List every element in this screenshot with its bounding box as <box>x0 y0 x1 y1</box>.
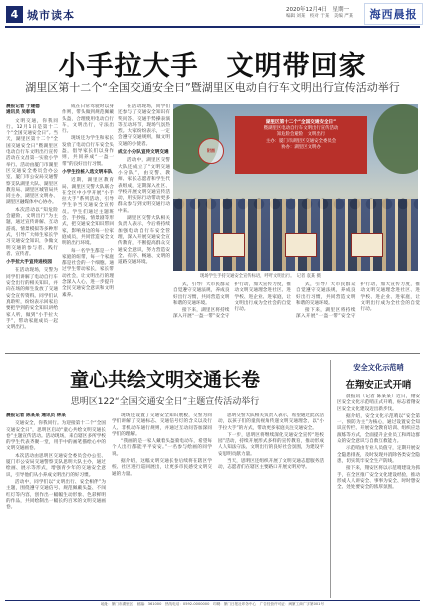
section-title: 城市读本 <box>27 9 75 22</box>
paragraph: 活动中，同学们以“文明出行、安全相伴”为主题，围绕遵守交通信号、规范佩戴头盔、不闯红灯等内容，创作出一幅幅生动形象、色彩鲜明的作品，共同绘制出一幅长约百米的文明交通画卷。 <box>6 479 106 511</box>
story-divider <box>5 353 420 354</box>
photo-seal: 附图 <box>198 138 224 164</box>
sidebar-paras <box>337 394 420 491</box>
main-column-1 <box>6 104 58 348</box>
main-headline: 小手拉大手 文明带回家 <box>58 51 367 82</box>
main-col2-paras <box>62 104 114 168</box>
paragraph: 交通安全，你我同行。为迎接第十二个“全国交通安全日”，思明区启动“童心共绘文明交通长卷”主题宣传活动。活动现场，来自辖区多所学校的学生代表齐聚一堂，用手中的画笔描绘心中的文明交通画卷。 <box>6 421 106 452</box>
main-column-2 <box>62 104 114 348</box>
paragraph: 湖里区交警大队相关负责人表示，今后将持续加强电动自行车安全管理，深入开展交通安全宣传教育，不断提高群众交通安全意识，努力营造安全、有序、畅通、文明的道路交通环境。 <box>118 216 170 266</box>
paragraph: 接下来，翔安区将以示范哨建设为抓手，在全区推广安全文化建设经验，推动形成人人讲安全、事事为安全、时时想安全、处处要安全的浓厚氛围。 <box>337 466 420 491</box>
photo-sign <box>213 233 245 257</box>
paragraph: 近期，湖里区教育局、湖里区交警大队联合在全区中小学开展“小手拉大手”系列活动，引导学生争当交通安全宣传员。学生们通过主题班会、手抄报、情景剧等形式，把交通安全知识带回家，影响身边的每一位家庭成员，共同营造安全文明的出行环境。 <box>62 178 114 247</box>
paragraph: 据介绍，这幅文明交通长卷后续将在辖区学校、社区进行巡回展出，让更多市民感受文明交通的力量。 <box>112 459 212 477</box>
second-byline: 晨报记者 陈某某 通讯员 林某 <box>6 413 66 418</box>
paragraph: 活动中，湖里区交警大队还成立了“文明交通小分队”，由交警、教师、家长志愿者和学生代表组成，定期深入社区、学校开展文明交通宣传活动，用实际行动带动更多群众参与到文明交通行动中来。 <box>118 158 170 214</box>
paragraph: 式，引导广大市民群众自觉遵守交通法规，养成良好出行习惯，共同营造文明和谐的交通环境。 <box>173 282 230 306</box>
photo-sign <box>351 233 383 257</box>
editor-credits: 编辑 刘某 校对 于某 美编 严某 <box>286 14 354 19</box>
photo-caption: 现场学生手持交通安全宣传标语，呼吁文明出行。 记者 袁某 摄 <box>200 274 321 279</box>
paragraph: 据介绍，安全文化示范哨以“安全第一、预防为主”为核心，通过设置安全知识宣传栏、开展安全教育培训、组织应急演练等方式，全面提升企业员工和周边群众的安全意识与自救互救能力。 <box>337 413 420 445</box>
main-column-5 <box>296 282 420 350</box>
main-col2b-paras <box>62 178 114 299</box>
main-subhead: 湖里区第十二个“全国交通安全日”暨湖里区电动自行车文明出行宣传活动举行 <box>25 81 400 94</box>
paragraph: 成在日常驾驶时以身作则，带头做到规范佩戴头盔，合理使用电动自行车，文明出行，守法出行。 <box>62 104 114 135</box>
paragraph: 下一步，思明区将继续深化交通安全宣传“进校园”活动，持续开展形式多样的宣传教育，推动形成人人知法守法、文明出行的良好社会氛围，为建设平安思明贡献力量。 <box>218 432 324 457</box>
sidebar-title: 安全文化示范哨 <box>353 363 404 372</box>
paragraph: 现场还设置了交通安全知识展板，交警为同学们讲解了交通标志、交通信号灯的含义以及行人、非机动车通行规则，并通过互动问答加深同学们的理解。 <box>112 413 212 437</box>
paragraph: 在活动现场，同学们还参与了交通安全知识有奖问答、交通手势操表演等互动环节，现场气氛热烈。大家纷纷表示，一定会遵守交通规则，做文明交通的小使者。 <box>118 104 170 147</box>
second-col2-paras <box>112 413 212 478</box>
paragraph: 思明交警大队相关负责人表示，希望通过此次活动，以孩子们的童真视角传递文明交通理念，以“小手拉大手”的方式，带动更多家庭关注交通安全。 <box>218 413 324 431</box>
paragraph: 协办：湖里区文明办 <box>281 144 321 150</box>
sidebar-subtitle: 在翔安正式开哨 <box>345 380 412 391</box>
sidebar-rule <box>330 360 331 598</box>
main-col3-continued <box>173 282 291 321</box>
paragraph: 本次活动以“知危险会避险，文明出行”为主题，通过宣传讲解、互动游戏、情景模拟等多种形式，引导广大师生家长学习交通安全知识，争做文明交通的参与者、践行者、宣传者。 <box>6 207 58 257</box>
paragraph: 知危险会避险 文明出行 <box>276 132 326 138</box>
photo-banner-lines <box>240 126 362 151</box>
main-col3-subhead: 成立小分队宣传文明交通 <box>118 150 169 156</box>
paragraph: 接下来，湖里区将持续深入开展“一盔一带”安全守护行动，加大宣传力度，推动文明交通理念进社区、进学校、进企业、进家庭，让文明出行成为全社会的自觉行动。 <box>173 282 291 320</box>
main-column-3 <box>118 104 170 348</box>
sidebar-body <box>337 394 420 597</box>
page-header <box>0 0 425 30</box>
main-col3b-paras <box>118 158 170 266</box>
main-col1-paras <box>6 119 58 259</box>
paragraph: 主办：厦门市湖里区交通安全委员会 <box>265 138 337 144</box>
paragraph: 文明交通，你我同行。12月1日是第十二个“全国交通安全日”。当天，湖里区第十二个“全国交通安全日”暨湖里区电动自行车文明出行宣传活动在文昌第一实验小学举行。活动由厦门市湖里区交通安全委员会办公室、厦门市公安局交通警察支队湖里大队、湖里区教育局、湖里区城管局共同主办，湖里区文明办、湖里区融媒体中心协办。 <box>6 118 58 206</box>
second-column-3 <box>218 413 324 597</box>
page-number: 4 <box>6 6 23 23</box>
second-col1-paras <box>6 421 106 511</box>
issue-date: 2020年12月4日 星期一 <box>286 7 349 13</box>
paragraph: 暨湖里区电动自行车文明出行宣传活动 <box>263 126 339 132</box>
photo-banner <box>235 116 367 174</box>
logo-text: 海西晨报 <box>369 8 418 21</box>
newspaper-logo <box>364 3 423 25</box>
paragraph: 晨报讯（记者 陈某某）近日，翔安区安全文化示范哨正式开哨，标志着翔安区安全文化建设迈出新步伐。 <box>337 394 420 412</box>
paragraph: 本次活动由思明区交通安全委员会办公室、厦门市公安局交通警察支队思明大队主办，通过绘画、展示等形式，增强青少年的交通安全意识，引导他们从小养成文明出行的好习惯。 <box>6 453 106 478</box>
paragraph: 每一名学生都是一个家庭的纽带，每一个家庭都是社会的一个细胞。通过学生带动家长，家长带动社会，让文明出行的理念深入人心，进一步提升全民交通安全意识和文明素养。 <box>62 248 114 298</box>
paragraph: “我画的是一家人戴着头盔骑电动车，希望每个人出行都能平平安安。”一名参与绘画的同学说。 <box>112 439 212 457</box>
paragraph: 接下来，湖里区将持续深入开展“一盔一带”安全守护行动，加大宣传力度，推动文明交通理念进社区、进学校、进企业、进家庭，让文明出行成为全社会的自觉行动。 <box>296 282 420 320</box>
second-subhead: 思明区122“全国交通安全日”主题宣传活动举行 <box>70 397 260 407</box>
photo-tree-right <box>373 104 418 174</box>
main-byline: 晨报记者 于建德 通讯员 吴彰鸿 <box>6 104 40 116</box>
second-col3-paras <box>218 413 324 472</box>
second-headline: 童心共绘文明交通长卷 <box>69 369 260 391</box>
paragraph: 现场还为学生和家长发放了电动自行车安全头盔，倡导家长们以身作则，共同养成“一盔一带”的良好出行习惯。 <box>62 136 114 167</box>
page-footer: 地址：厦门市湖里区 邮编：361000 热线电话：0592-0000000 印刷：厦门日报社印务中心 广告经营许可证：闽厦工商广字第001号 <box>100 602 325 606</box>
paragraph: 示范哨由专业人员值守，定期开展安全隐患排查，及时发现并消除各类安全隐患，切实筑牢安全生产防线。 <box>337 446 420 464</box>
main-col1b-paras <box>6 268 58 331</box>
second-column-1 <box>6 413 106 597</box>
second-column-2 <box>112 413 212 597</box>
paragraph: 当天，思明区还组织开展了文明交通志愿服务活动，志愿者们在辖区主要路口开展文明劝导。 <box>218 459 324 471</box>
main-col4-paras <box>296 282 420 321</box>
photo-sign <box>285 233 317 257</box>
main-col2-subhead: 小学生拉桩入选文明车队 <box>62 169 113 175</box>
header-rule <box>5 26 420 28</box>
main-col3-paras <box>118 104 170 148</box>
paragraph: 式，引导广大市民群众自觉遵守交通法规，养成良好出行习惯，共同营造文明和谐的交通环境。 <box>296 282 356 306</box>
main-column-4 <box>173 282 291 350</box>
footer-rule <box>5 600 420 601</box>
photo-banner-title: 湖里区第十二个“全国交通安全日” <box>265 120 337 125</box>
paragraph: 在活动现场，交警为同学们讲解了电动自行车安全出行的相关知识，并向在场的师生发放了交通安全宣传资料。同学们认真聆听，纷纷表示回家后要把学到的安全知识讲给家人听，做到“小手拉大手”，带动家庭成员一起文明出行。 <box>6 268 58 331</box>
main-col1-subhead: 小手拉大手宣传进校园 <box>6 260 52 266</box>
main-photo <box>173 104 418 271</box>
